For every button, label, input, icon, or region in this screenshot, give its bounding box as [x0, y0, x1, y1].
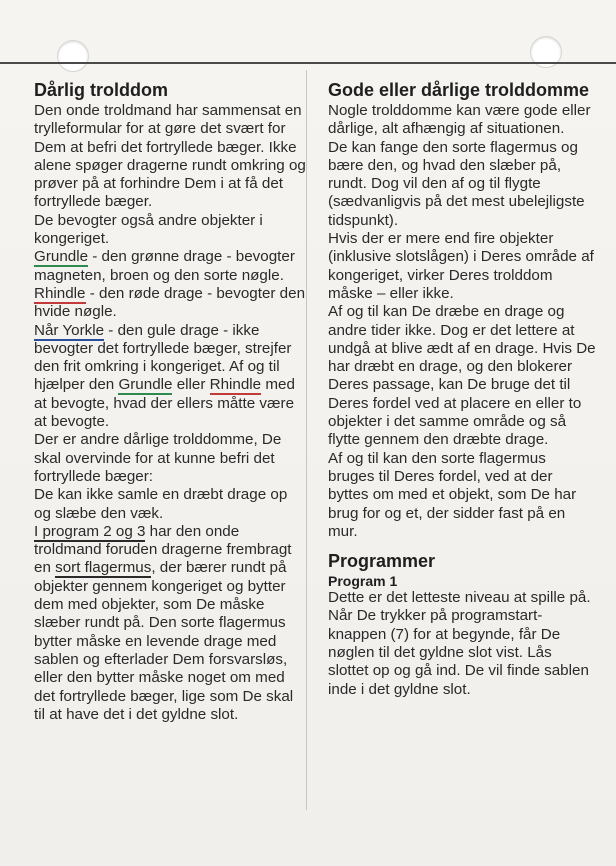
paragraph-intro: Den onde troldmand har sammensat en trylleformular for at gøre det svært for Dem at befri det fortryllede bæger. Ikke alene spøger dragerne rundt omkring og prøver på at forhindre Dem i at få det fortryllede bæger.	[34, 102, 306, 211]
paragraph-black-bat	[34, 523, 306, 724]
section-title-good-or-bad: Gode eller dårlige trolddomme	[328, 80, 590, 100]
section-title-programs: Programmer	[328, 551, 436, 572]
paragraph-catch-bat: De kan fange den sorte flagermus og bære den, og hvad den slæber på, rundt. Dog vil den af og til flygte (sædvanligvis på det mest ubelejligste tidspunkt).	[328, 138, 585, 229]
term-program-2-3: I program 2 og 3	[34, 522, 146, 540]
yorkle-or: eller	[172, 376, 210, 394]
paragraph-bat-advantage: Af og til kan den sorte flagermus bruges til Deres fordel, ved at der byttes om med et objekt, som De har brug for og et, der sidder fast på en mur.	[328, 449, 577, 540]
paragraph-other-sorcery: Der er andre dårlige trolddomme, De skal overvinde for at kunne befri det fortryllede bæger:	[34, 431, 282, 485]
left-column	[34, 80, 306, 724]
section-title-bad-sorcery: Dårlig trolddom	[34, 80, 168, 100]
paragraph-rhindle	[34, 285, 306, 322]
term-yorkle: Når Yorkle	[34, 321, 105, 339]
subsection-title-program-1: Program 1	[328, 573, 398, 590]
yorkle-description-1: - den gule drage - ikke bevogter det fortryllede bæger, strejfer den frit omkring i kongeriget. Af og til hjælper den	[34, 321, 292, 394]
term-rhindle-2: Rhindle	[209, 376, 262, 394]
grundle-description: - den grønne drage - bevogter magneten, broen og den sorte nøgle.	[34, 248, 295, 284]
column-divider	[306, 70, 307, 810]
punch-hole-left	[57, 40, 89, 72]
paragraph-good-or-bad: Nogle trolddomme kan være gode eller dårlige, alt afhængig af situationen.	[328, 102, 591, 138]
top-rule	[0, 62, 616, 64]
bat-description-1: har den onde troldmand foruden dragerne frembragt en	[34, 522, 292, 577]
paragraph-program-1: Dette er det letteste niveau at spille på. Når De trykker på programstart-knappen (7) for at begynde, får De nøglen til det gyldne slot vist. Lås slottet op og gå ind. De vil finde sablen inde i det gyldne slot.	[328, 589, 591, 698]
rhindle-description: - den røde drage - bevogter den hvide nøgle.	[34, 284, 306, 321]
paragraph-four-objects: Hvis der er mere end fire objekter (inklusive slotslågen) i Deres område af kongeriget, virker Deres trolddom måske – eller ikke.	[328, 230, 594, 302]
paragraph-yorkle	[34, 322, 306, 432]
term-grundle-2: Grundle	[118, 376, 173, 394]
paragraph-guard: De bevogter også andre objekter i kongeriget.	[34, 211, 263, 248]
paragraph-grundle	[34, 248, 306, 285]
term-rhindle: Rhindle	[34, 284, 86, 302]
term-black-bat: sort flagermus	[55, 559, 152, 577]
term-grundle: Grundle	[34, 248, 89, 266]
paragraph-kill-dragon: Af og til kan De dræbe en drage og andre tider ikke. Dog er det lettere at undgå at blive ædt af en drage. Hvis De har dræbt en drage, og den blokerer Deres passage, kan De bruge det til Deres fordel ved at placere en eller to objekter i det samme område og så flytte gennem den dræbte drage.	[328, 303, 596, 449]
right-column	[328, 80, 596, 699]
paragraph-dead-dragon: De kan ikke samle en dræbt drage op og slæbe den væk.	[34, 486, 288, 522]
yorkle-description-2: med at bevogte, hvad der ellers måtte være at bevogte.	[34, 376, 295, 431]
bat-description-2: , der bærer rundt på objekter gennem kongeriget og bytter dem med objekter, som De måske slæber rundt på. Den sorte flagermus bytter måske en levende drage med sablen og efterlader Dem forsvarsløs, eller den bytter måske noget om med det fortryllede bæger, lige som De skal til at have det i det gyldne slot.	[34, 559, 294, 723]
